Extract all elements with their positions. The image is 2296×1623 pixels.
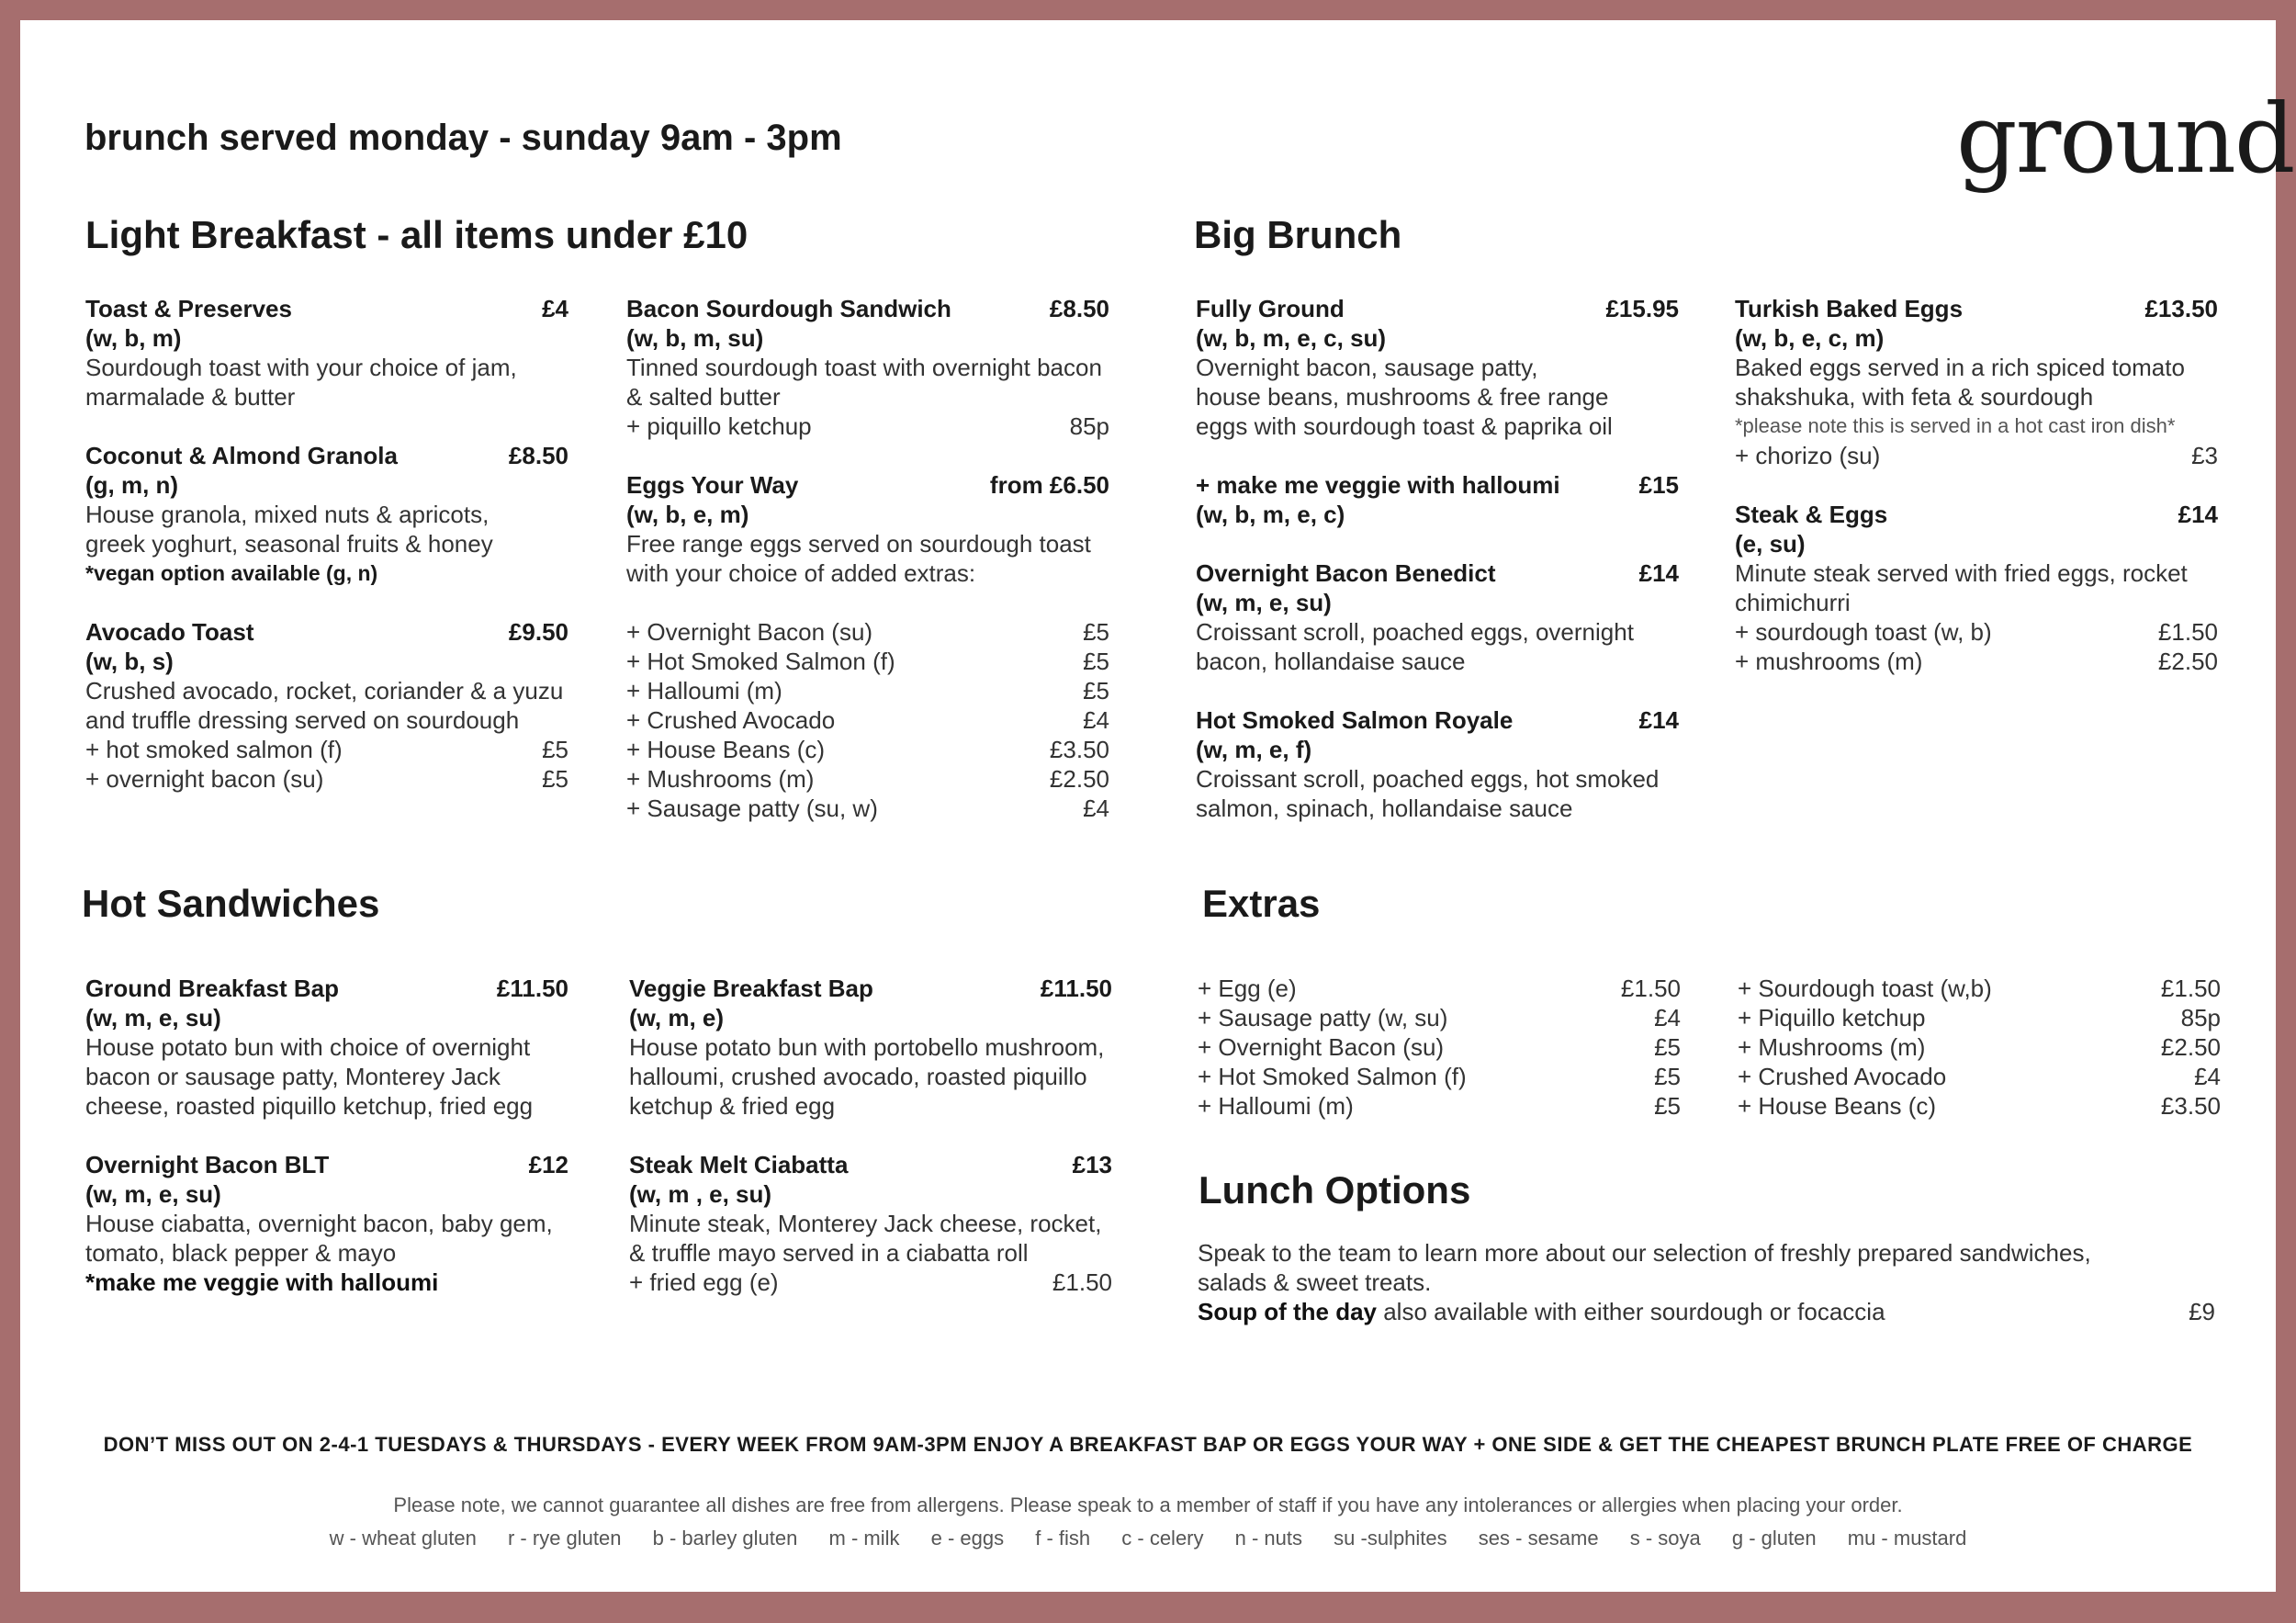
extra-label: + Hot Smoked Salmon (f) — [626, 648, 895, 675]
extra-row — [1198, 1091, 1681, 1121]
extra-label: + Mushrooms (m) — [1738, 1033, 1926, 1061]
menu-item — [1735, 294, 2218, 470]
menu-item-description: tomato, black pepper & mayo — [85, 1239, 397, 1267]
extra-price: £5 — [542, 736, 568, 763]
menu-item-name: Hot Smoked Salmon Royale — [1196, 706, 1514, 734]
menu-item-name: Overnight Bacon Benedict — [1196, 559, 1496, 587]
allergen-codes: (w, b, e, m) — [626, 501, 749, 528]
extra-label: + overnight bacon (su) — [85, 765, 324, 793]
extra-label: + Egg (e) — [1198, 975, 1297, 1002]
menu-item-description: ketchup & fried egg — [629, 1092, 836, 1120]
allergen-key-item: b - barley gluten — [652, 1527, 798, 1550]
extra-label: + Mushrooms (m) — [626, 765, 815, 793]
allergen-key-item: w - wheat gluten — [329, 1527, 477, 1550]
extra-price: £1.50 — [2157, 618, 2218, 646]
menu-item-description: shakshuka, with feta & sourdough — [1735, 383, 2094, 411]
lunch-options — [1198, 1238, 2215, 1326]
extra-row — [626, 705, 1109, 735]
extra-price: £2.50 — [2157, 648, 2218, 675]
hot-sandwiches-col-1 — [85, 974, 568, 1326]
big-brunch-title: Big Brunch — [1194, 213, 1402, 256]
menu-item-description: salmon, spinach, hollandaise sauce — [1196, 795, 1573, 822]
menu-item-header — [1196, 558, 1679, 588]
extra-row — [1198, 1032, 1681, 1062]
menu-item — [626, 294, 1109, 441]
menu-item-price: £15.95 — [1605, 295, 1679, 322]
menu-item — [629, 974, 1112, 1121]
extras-col-2 — [1738, 974, 2221, 1121]
extra-label: + mushrooms (m) — [1735, 648, 1923, 675]
menu-item-description: Crushed avocado, rocket, coriander & a yuzu — [85, 677, 564, 704]
extra-row — [626, 647, 1109, 676]
allergen-key-item: e - eggs — [930, 1527, 1005, 1550]
menu-item — [1196, 294, 1679, 441]
extra-label: + fried egg (e) — [629, 1268, 779, 1296]
menu-item-description: & truffle mayo served in a ciabatta roll — [629, 1239, 1029, 1267]
extra-row — [1198, 974, 1681, 1003]
menu-item — [85, 294, 568, 411]
extra-label: + Hot Smoked Salmon (f) — [1198, 1063, 1467, 1090]
extra-row — [1738, 974, 2221, 1003]
menu-item-description: with your choice of added extras: — [626, 559, 976, 587]
extra-row — [1738, 1032, 2221, 1062]
soup-desc: also available with either sourdough or focaccia — [1377, 1298, 1885, 1325]
menu-item-header — [626, 294, 1109, 323]
allergen-key-item: g - gluten — [1731, 1527, 1817, 1550]
menu-item-header — [626, 470, 1109, 500]
allergen-key-item: m - milk — [828, 1527, 900, 1550]
menu-item-description: chimichurri — [1735, 589, 1851, 616]
allergen-note: Please note, we cannot guarantee all dishes are free from allergens. Please speak to a member of staff if you have any intolerances or allergies when placing your order. — [393, 1493, 1903, 1516]
allergen-codes: (e, su) — [1735, 530, 1806, 558]
allergen-codes: (w, m, e, su) — [85, 1004, 221, 1031]
soup-row — [1198, 1297, 2215, 1326]
extra-label: + chorizo (su) — [1735, 442, 1881, 469]
menu-item-header — [1196, 294, 1679, 323]
light-breakfast-title: Light Breakfast - all items under £10 — [85, 213, 748, 256]
hot-sandwiches-col-2 — [629, 974, 1112, 1326]
serving-note: *please note this is served in a hot cast iron dish* — [1735, 414, 2176, 437]
extra-row — [626, 411, 1109, 441]
allergen-key-item: ses - sesame — [1478, 1527, 1599, 1550]
veggie-note: *make me veggie with halloumi — [85, 1268, 439, 1296]
menu-item-price: £11.50 — [496, 975, 568, 1002]
extra-label: + piquillo ketchup — [626, 412, 812, 440]
allergen-codes: (w, m, e, su) — [85, 1180, 221, 1208]
extra-price: £3.50 — [1049, 736, 1109, 763]
extra-label: + hot smoked salmon (f) — [85, 736, 343, 763]
extras-col-1 — [1198, 974, 1681, 1121]
soup-label: Soup of the day — [1198, 1298, 1377, 1325]
menu-item-header — [85, 617, 568, 647]
extra-price: 85p — [2180, 1004, 2221, 1031]
light-breakfast-col-2 — [626, 294, 1109, 852]
menu-item-description: Minute steak served with fried eggs, rocket — [1735, 559, 2188, 587]
menu-item-name: Overnight Bacon BLT — [85, 1151, 330, 1178]
menu-item — [629, 1150, 1112, 1297]
extra-row — [626, 676, 1109, 705]
allergen-codes: (w, m, e, su) — [1196, 589, 1332, 616]
extra-price: £3 — [2191, 442, 2218, 469]
allergen-key-item: mu - mustard — [1847, 1527, 1967, 1550]
extra-row — [85, 764, 568, 794]
menu-item-price: £14 — [2178, 501, 2218, 528]
menu-item-name: + make me veggie with halloumi — [1196, 471, 1560, 499]
menu-item-price: £9.50 — [508, 618, 568, 646]
menu-item-description: Croissant scroll, poached eggs, hot smoked — [1196, 765, 1660, 793]
extra-row — [626, 794, 1109, 823]
menu-item-description: Baked eggs served in a rich spiced tomato — [1735, 354, 2185, 381]
extra-label: + House Beans (c) — [1738, 1092, 1937, 1120]
lunch-line-1: Speak to the team to learn more about our selection of freshly prepared sandwiches, — [1198, 1239, 2091, 1267]
menu-item-header — [1735, 500, 2218, 529]
menu-item-description: House potato bun with portobello mushroom, — [629, 1033, 1105, 1061]
menu-item-price: £11.50 — [1040, 975, 1112, 1002]
allergen-codes: (w, m, e) — [629, 1004, 725, 1031]
extra-row — [1735, 441, 2218, 470]
menu-item-name: Bacon Sourdough Sandwich — [626, 295, 951, 322]
extra-price: £4 — [1083, 706, 1109, 734]
menu-item-header — [1735, 294, 2218, 323]
menu-item-description: marmalade & butter — [85, 383, 296, 411]
extra-row — [626, 735, 1109, 764]
menu-item-price: £13 — [1072, 1151, 1112, 1178]
soup-price: £9 — [2189, 1298, 2215, 1325]
extra-label: + Halloumi (m) — [626, 677, 782, 704]
menu-item-price: £12 — [528, 1151, 568, 1178]
extra-price: £5 — [1083, 677, 1109, 704]
extra-row — [1735, 617, 2218, 647]
extra-price: £2.50 — [1049, 765, 1109, 793]
spacer — [626, 588, 1109, 617]
menu-item — [626, 470, 1109, 823]
extra-price: £1.50 — [2160, 975, 2221, 1002]
menu-item-price: from £6.50 — [989, 471, 1109, 499]
extra-label: + Overnight Bacon (su) — [1198, 1033, 1445, 1061]
menu-item-description: Tinned sourdough toast with overnight bacon — [626, 354, 1102, 381]
extra-row — [1738, 1091, 2221, 1121]
allergen-codes: (w, m , e, su) — [629, 1180, 772, 1208]
menu-item — [1196, 705, 1679, 823]
extra-row — [629, 1268, 1112, 1297]
menu-item-description: and truffle dressing served on sourdough — [85, 706, 520, 734]
extra-price: £3.50 — [2160, 1092, 2221, 1120]
allergen-codes: (w, m, e, f) — [1196, 736, 1312, 763]
menu-item-name: Turkish Baked Eggs — [1735, 295, 1964, 322]
extra-row — [626, 764, 1109, 794]
allergen-codes: (w, b, m, e, c) — [1196, 501, 1345, 528]
menu-item-description: Sourdough toast with your choice of jam, — [85, 354, 517, 381]
allergen-codes: (w, b, m, e, c, su) — [1196, 324, 1387, 352]
allergen-codes: (g, m, n) — [85, 471, 179, 499]
extra-price: £1.50 — [1052, 1268, 1112, 1296]
menu-item-header — [85, 441, 568, 470]
menu-item-description: house beans, mushrooms & free range — [1196, 383, 1609, 411]
menu-item-price: £14 — [1638, 559, 1679, 587]
allergen-key-item: n - nuts — [1234, 1527, 1303, 1550]
extra-label: + Sausage patty (w, su) — [1198, 1004, 1448, 1031]
menu-item-name: Ground Breakfast Bap — [85, 975, 339, 1002]
extra-label: + Crushed Avocado — [626, 706, 836, 734]
menu-item-name: Steak Melt Ciabatta — [629, 1151, 849, 1178]
light-breakfast-col-1 — [85, 294, 568, 823]
big-brunch-col-1 — [1196, 294, 1679, 852]
vegan-note: *vegan option available (g, n) — [85, 561, 378, 585]
allergen-codes: (w, b, e, c, m) — [1735, 324, 1885, 352]
extra-price: £5 — [542, 765, 568, 793]
menu-item-header — [629, 1150, 1112, 1179]
extras-title: Extras — [1202, 882, 1321, 925]
lunch-line-2: salads & sweet treats. — [1198, 1268, 1432, 1296]
extra-row — [1735, 647, 2218, 676]
menu-item — [85, 1150, 568, 1297]
menu-item — [1196, 558, 1679, 676]
extra-price: £4 — [2194, 1063, 2221, 1090]
menu-item-description: Croissant scroll, poached eggs, overnight — [1196, 618, 1634, 646]
menu-item-header — [1196, 705, 1679, 735]
menu-page — [20, 20, 2294, 1592]
menu-item-description: greek yoghurt, seasonal fruits & honey — [85, 530, 493, 558]
menu-item-description: cheese, roasted piquillo ketchup, fried egg — [85, 1092, 534, 1120]
extra-row — [1198, 1062, 1681, 1091]
menu-item-price: £8.50 — [508, 442, 568, 469]
menu-item-price: £4 — [542, 295, 568, 322]
extra-price: £5 — [1654, 1063, 1681, 1090]
menu-item-description: House potato bun with choice of overnight — [85, 1033, 531, 1061]
allergen-codes: (w, b, s) — [85, 648, 174, 675]
big-brunch-col-2 — [1735, 294, 2218, 705]
extra-price: £1.50 — [1620, 975, 1681, 1002]
menu-item-price: £14 — [1638, 706, 1679, 734]
extra-row — [1738, 1062, 2221, 1091]
menu-item — [85, 974, 568, 1121]
menu-item-description: House granola, mixed nuts & apricots, — [85, 501, 490, 528]
extra-price: £5 — [1083, 618, 1109, 646]
extra-row — [1198, 1003, 1681, 1032]
menu-item-price: £13.50 — [2144, 295, 2218, 322]
menu-item-description: Free range eggs served on sourdough toast — [626, 530, 1091, 558]
menu-item-name: Steak & Eggs — [1735, 501, 1888, 528]
menu-item — [1735, 500, 2218, 676]
extra-label: + Overnight Bacon (su) — [626, 618, 873, 646]
menu-item-name: Toast & Preserves — [85, 295, 292, 322]
ground-logo: ground — [1956, 83, 2294, 195]
menu-item-description: House ciabatta, overnight bacon, baby gem, — [85, 1210, 553, 1237]
allergen-codes: (w, b, m, su) — [626, 324, 764, 352]
allergen-key-item: s - soya — [1629, 1527, 1701, 1550]
extra-price: £5 — [1654, 1033, 1681, 1061]
extra-price: £2.50 — [2160, 1033, 2221, 1061]
menu-item-description: bacon or sausage patty, Monterey Jack — [85, 1063, 501, 1090]
menu-item-header — [629, 974, 1112, 1003]
menu-item-description: & salted butter — [626, 383, 781, 411]
service-hours: brunch served monday - sunday 9am - 3pm — [84, 118, 842, 158]
menu-item — [85, 441, 568, 588]
extra-row — [1738, 1003, 2221, 1032]
extra-row — [626, 617, 1109, 647]
menu-item-description: bacon, hollandaise sauce — [1196, 648, 1466, 675]
extra-price: £4 — [1654, 1004, 1681, 1031]
menu-item-name: Avocado Toast — [85, 618, 254, 646]
extra-label: + Crushed Avocado — [1738, 1063, 1947, 1090]
menu-item-name: Eggs Your Way — [626, 471, 799, 499]
menu-item-name: Fully Ground — [1196, 295, 1345, 322]
menu-item-price: £8.50 — [1049, 295, 1109, 322]
menu-item-header — [85, 974, 568, 1003]
allergen-key-item: c - celery — [1121, 1527, 1204, 1550]
lunch-options-title: Lunch Options — [1199, 1168, 1471, 1212]
allergen-key-item: su -sulphites — [1334, 1527, 1447, 1550]
menu-item-header — [85, 1150, 568, 1179]
extra-label: + Halloumi (m) — [1198, 1092, 1354, 1120]
menu-item-name: Coconut & Almond Granola — [85, 442, 398, 469]
menu-item-header — [85, 294, 568, 323]
extra-label: + House Beans (c) — [626, 736, 826, 763]
menu-item-header — [1196, 470, 1679, 500]
hot-sandwiches-title: Hot Sandwiches — [82, 882, 380, 925]
extra-label: + Sourdough toast (w,b) — [1738, 975, 1992, 1002]
menu-item-description: Overnight bacon, sausage patty, — [1196, 354, 1538, 381]
menu-item-description: halloumi, crushed avocado, roasted piquillo — [629, 1063, 1087, 1090]
menu-item — [1196, 470, 1679, 529]
menu-item — [85, 617, 568, 794]
allergen-codes: (w, b, m) — [85, 324, 182, 352]
extra-price: £4 — [1083, 795, 1109, 822]
extra-price: 85p — [1069, 412, 1109, 440]
promo-banner: DON’T MISS OUT ON 2-4-1 TUESDAYS & THURSDAYS - EVERY WEEK FROM 9AM-3PM ENJOY A BREAKFAST BAP OR EGGS YOUR WAY + ONE SIDE & GET THE CHEAPEST BRUNCH PLATE FREE OF CHARGE — [103, 1433, 2193, 1456]
menu-item-description: eggs with sourdough toast & paprika oil — [1196, 412, 1613, 440]
extra-price: £5 — [1083, 648, 1109, 675]
allergen-key — [20, 1527, 2276, 1550]
menu-item-price: £15 — [1638, 471, 1679, 499]
extra-label: + Sausage patty (su, w) — [626, 795, 878, 822]
allergen-key-item: r - rye gluten — [507, 1527, 622, 1550]
extra-label: + Piquillo ketchup — [1738, 1004, 1926, 1031]
extra-row — [85, 735, 568, 764]
allergen-key-item: f - fish — [1035, 1527, 1091, 1550]
menu-item-name: Veggie Breakfast Bap — [629, 975, 873, 1002]
menu-item-description: Minute steak, Monterey Jack cheese, rocket, — [629, 1210, 1102, 1237]
extra-price: £5 — [1654, 1092, 1681, 1120]
extra-label: + sourdough toast (w, b) — [1735, 618, 1992, 646]
